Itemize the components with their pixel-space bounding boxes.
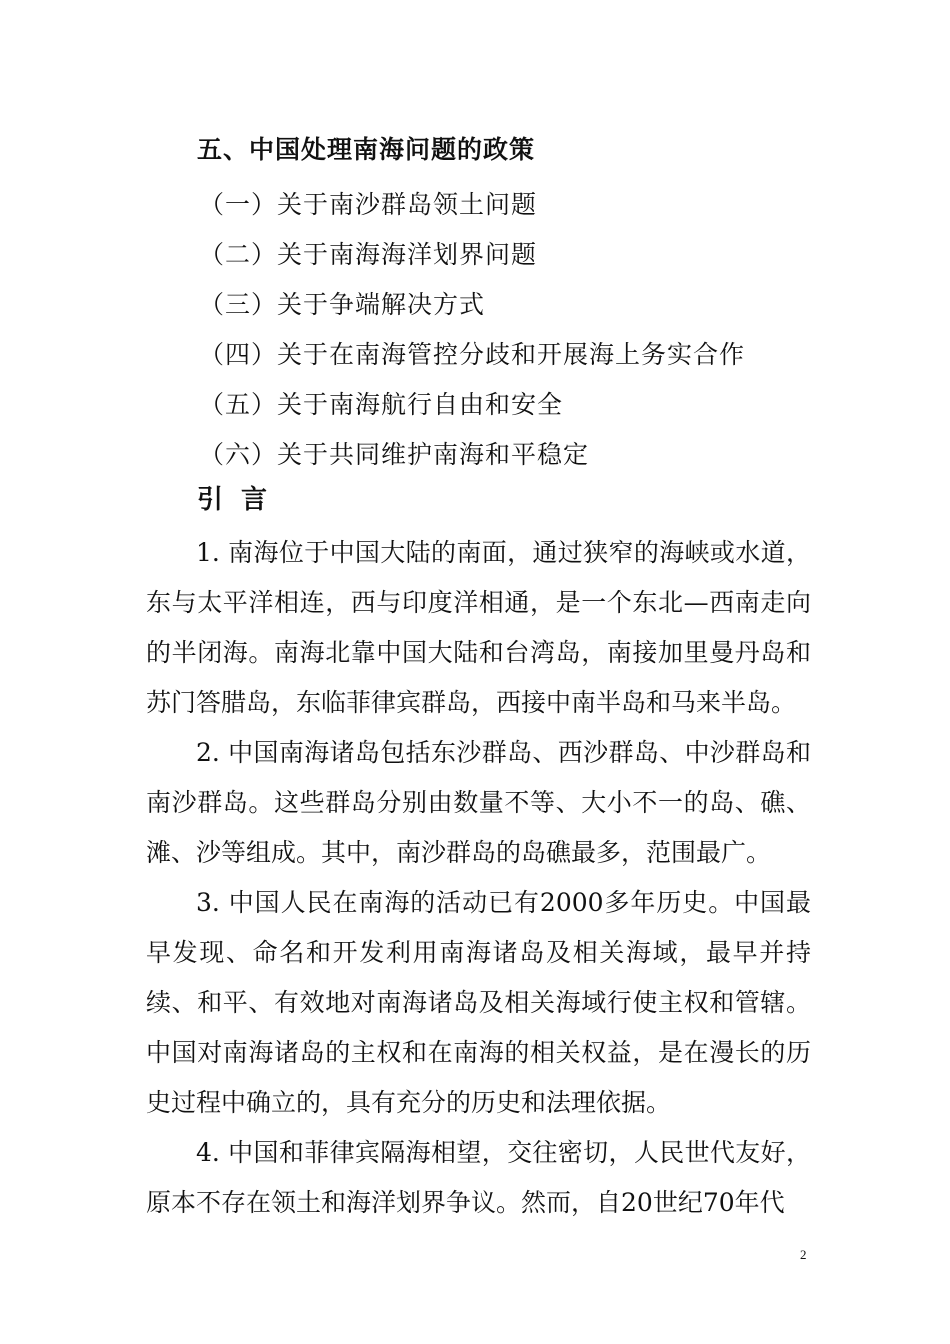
subsection-item: （二）关于南海海洋划界问题 <box>199 240 538 269</box>
page-number: 2 <box>800 1247 807 1262</box>
introduction-heading: 引言 <box>197 485 286 515</box>
subsection-item: （三）关于争端解决方式 <box>199 290 486 319</box>
section-heading: 五、中国处理南海问题的政策 <box>197 135 536 164</box>
subsection-item: （四）关于在南海管控分歧和开展海上务实合作 <box>199 340 746 369</box>
paragraph-1: 1. 南海位于中国大陆的南面，通过狭窄的海峡或水道，东与太平洋相连，西与印度洋相通，是一个东北—西南走向的半闭海。南海北靠中国大陆和台湾岛，南接加里曼丹岛和苏门答腊岛，东临菲律宾群岛，西接中南半岛和马来半岛。 <box>146 538 811 717</box>
subsection-item: （一）关于南沙群岛领土问题 <box>199 190 538 219</box>
subsection-item: （五）关于南海航行自由和安全 <box>199 390 564 419</box>
policy-subsection-list <box>199 180 745 480</box>
paragraph-4: 4. 中国和菲律宾隔海相望，交往密切，人民世代友好，原本不存在领土和海洋划界争议。然而，自20世纪70年代 <box>146 1138 811 1217</box>
paragraph-2: 2. 中国南海诸岛包括东沙群岛、西沙群岛、中沙群岛和南沙群岛。这些群岛分别由数量不等、大小不一的岛、礁、滩、沙等组成。其中，南沙群岛的岛礁最多，范围最广。 <box>146 738 811 867</box>
subsection-item: （六）关于共同维护南海和平稳定 <box>199 440 590 469</box>
paragraph-3: 3. 中国人民在南海的活动已有2000多年历史。中国最早发现、命名和开发利用南海诸岛及相关海域，最早并持续、和平、有效地对南海诸岛及相关海域行使主权和管辖。中国对南海诸岛的主权和在南海的相关权益，是在漫长的历史过程中确立的，具有充分的历史和法理依据。 <box>146 888 811 1117</box>
